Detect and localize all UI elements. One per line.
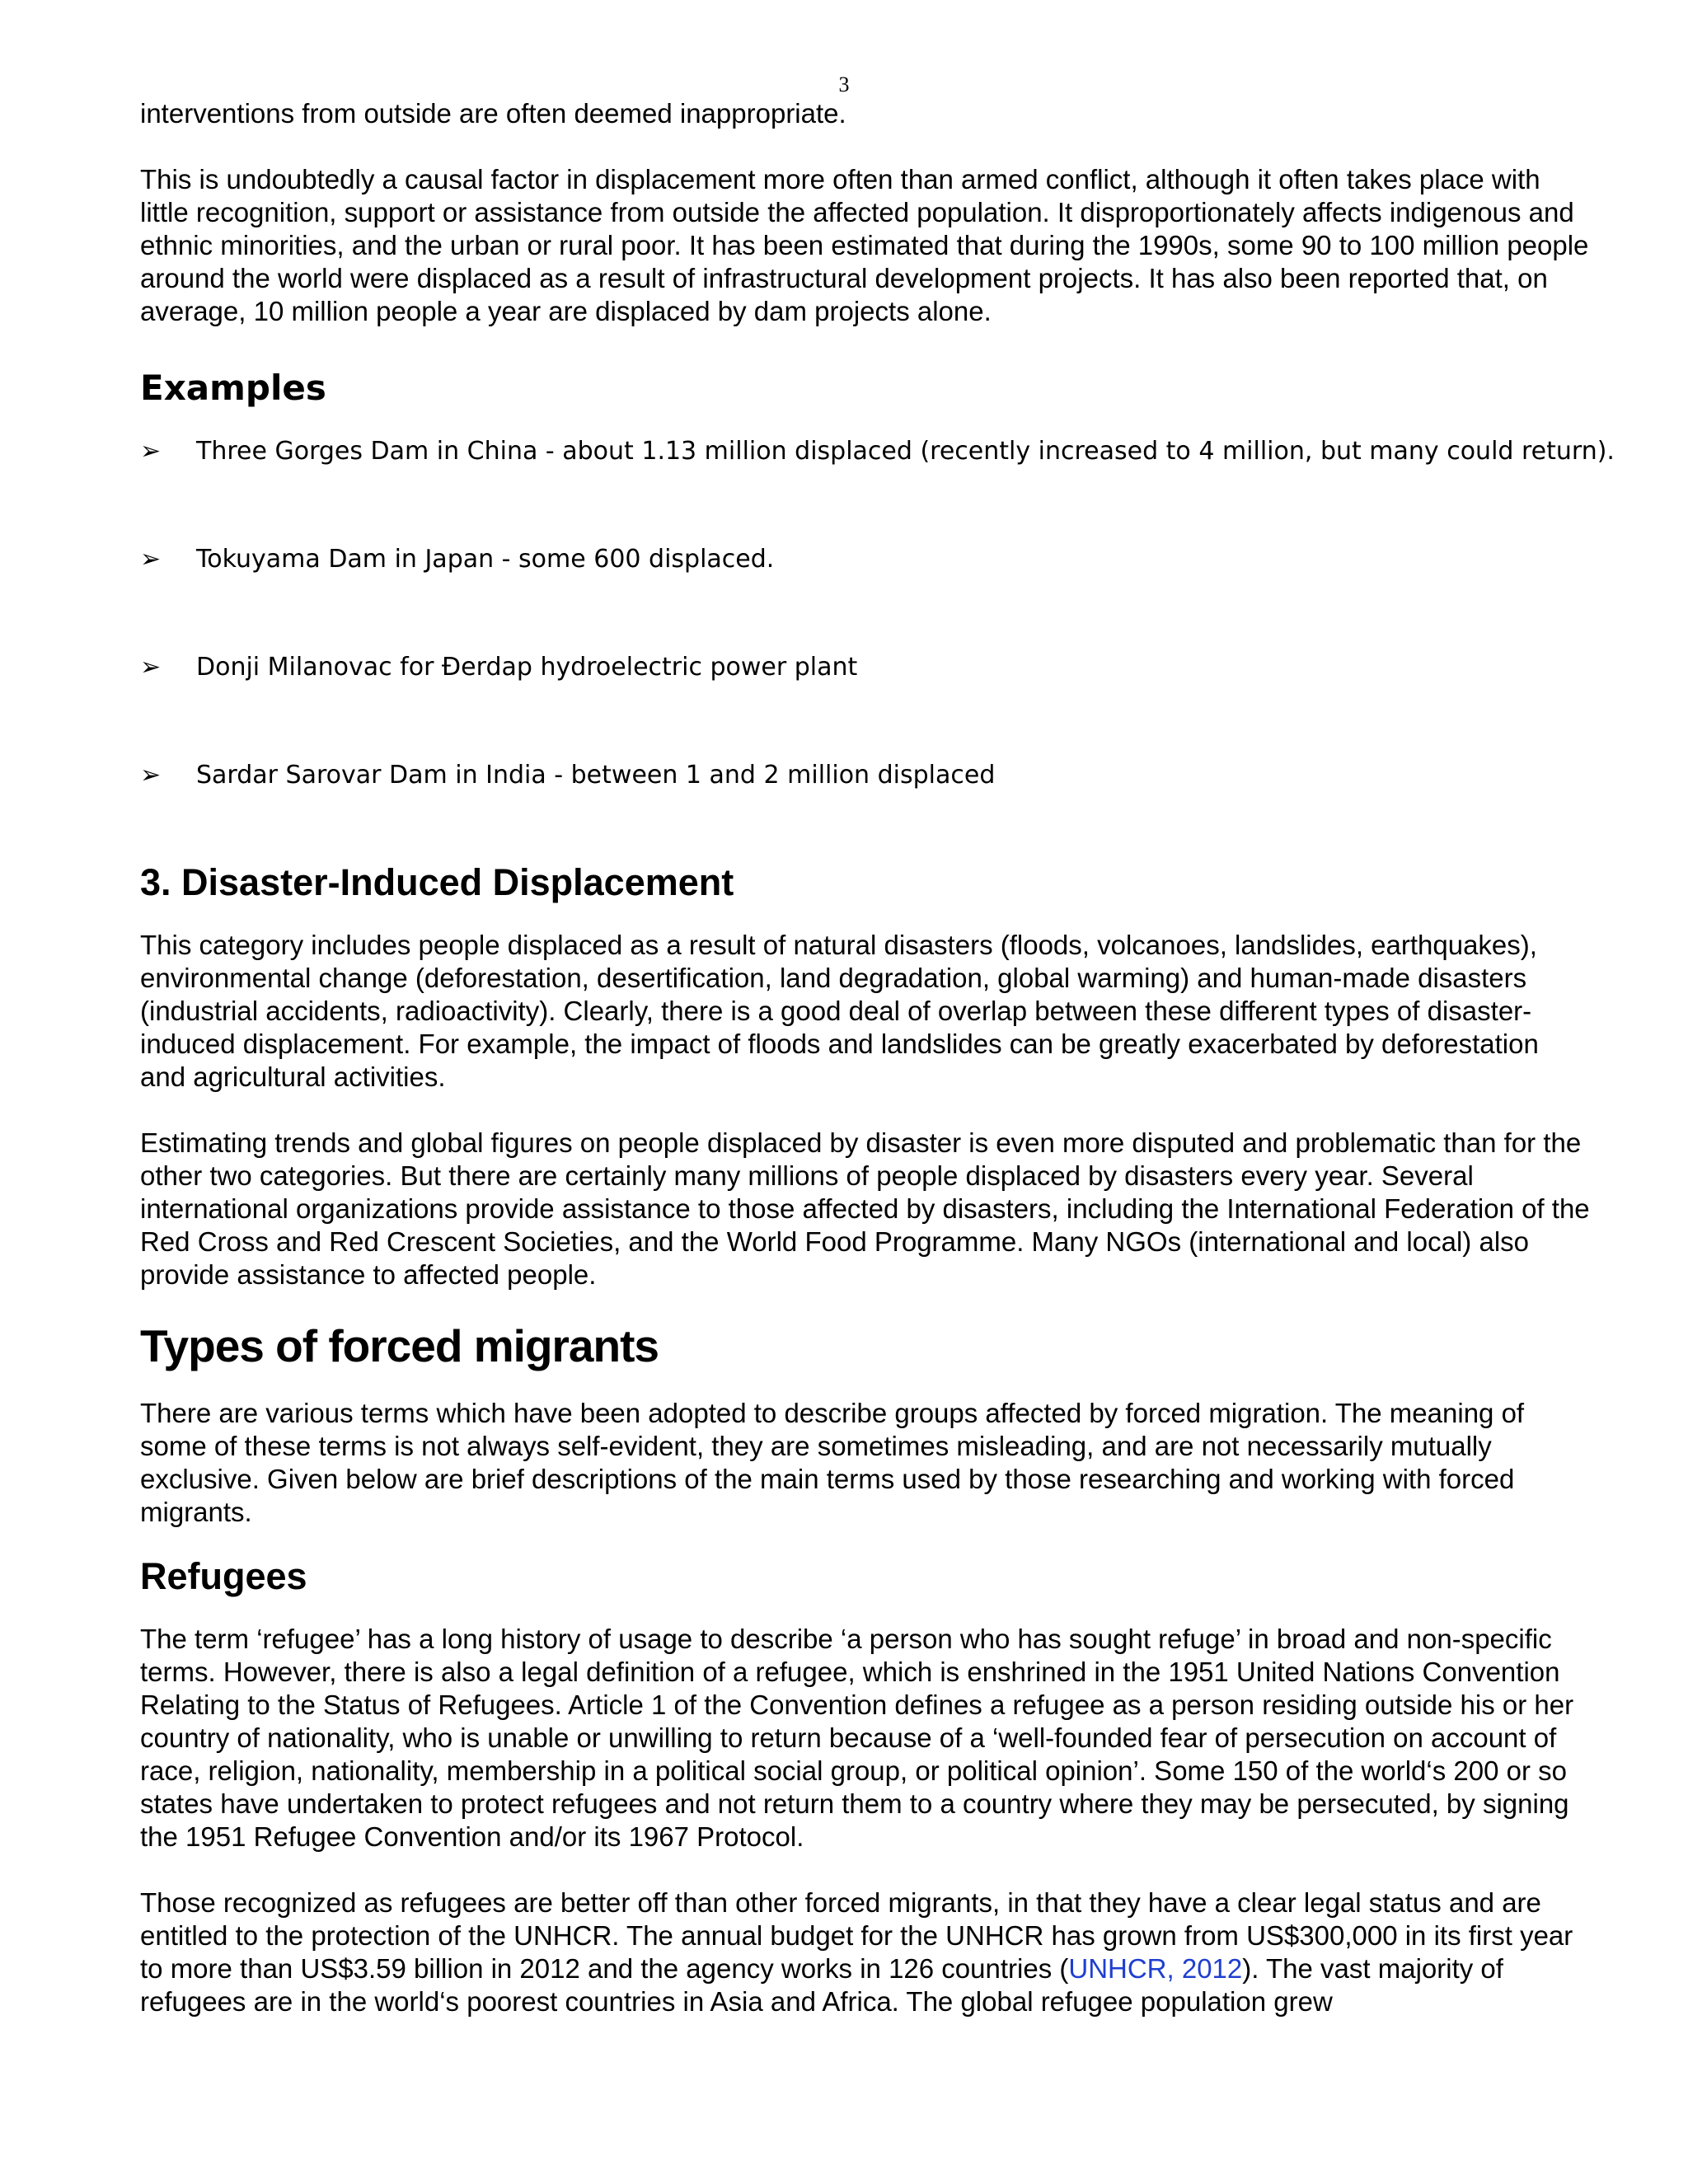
example-item [140, 543, 1591, 651]
types-paragraph: There are various terms which have been adopted to describe groups affected by forced migration. The meaning of some of these terms is not always self-evident, they are sometimes misleading, and are not necessarily mutually exclusive. Given below are brief descriptions of the main terms used by those researching and working with forced migrants. [140, 1398, 1525, 1527]
page-content [140, 97, 1615, 2018]
intro-paragraph: This is undoubtedly a causal factor in displacement more often than armed conflict, although it often takes place with little recognition, support or assistance from outside the affected population. It disproportionately affects indigenous and ethnic minorities, and the urban or rural poor. It has been estimated that during the 1990s, some 90 to 100 million people around the world were displaced as a result of infrastructural development projects. It has also been reported that, on average, 10 million people a year are displaced by dam projects alone. [140, 164, 1589, 326]
arrow-bullet-icon: ➢ [140, 761, 162, 790]
disaster-heading: 3. Disaster-Induced Displacement [140, 861, 734, 903]
arrow-bullet-icon: ➢ [140, 437, 162, 466]
intro-tail-paragraph: interventions from outside are often deemed inappropriate. [140, 98, 846, 129]
arrow-bullet-icon: ➢ [140, 653, 162, 682]
refugees-paragraph-1: The term ‘refugee’ has a long history of usage to describe ‘a person who has sought refuge’ in broad and non-specific terms. However, there is also a legal definition of a refugee, which is enshrined in the 1951 United Nations Convention Relating to the Status of Refugees. Article 1 of the Convention defines a refugee as a person residing outside his or her country of nationality, who is unable or unwilling to return because of a ‘well-founded fear of persecution on account of race, religion, nationality, membership in a political social group, or political opinion’. Some 150 of the world‘s 200 or so states have undertaken to protect refugees and not return them to a country where they may be persecuted, by signing the 1951 Refugee Convention and/or its 1967 Protocol. [140, 1624, 1574, 1852]
example-item [140, 651, 1591, 759]
arrow-bullet-icon: ➢ [140, 545, 162, 574]
disaster-paragraph-2: Estimating trends and global figures on people displaced by disaster is even more disputed and problematic than for the other two categories. But there are certainly many millions of people displaced by disasters every year. Several international organizations provide assistance to those affected by disasters, including the International Federation of the Red Cross and Red Crescent Societies, and the World Food Programme. Many NGOs (international and local) also provide assistance to affected people. [140, 1127, 1590, 1290]
example-item-text: Sardar Sarovar Dam in India - between 1 and 2 million displaced [196, 761, 996, 790]
example-item-text: Tokuyama Dam in Japan - some 600 displaced. [196, 545, 775, 574]
example-item [140, 435, 1615, 543]
refugees-paragraph-2-start: Those recognized as refugees are better off than other forced migrants, in that they have a clear legal status and are entitled to the protection of the UNHCR. The annual budget for the UNHCR has grown from US$300,000 in its first year to more than US$3.59 billion in 2012 and the agency works in 126 countries ( [140, 1887, 1573, 1984]
unhcr-2012-citation-link[interactable]: UNHCR, 2012 [1068, 1953, 1243, 1984]
types-heading: Types of forced migrants [140, 1320, 659, 1371]
page-number: 3 [838, 73, 850, 96]
refugees-paragraph-2-end: ). The vast majority of refugees are in the world‘s poorest countries in Asia and Africa. The global refugee population grew [140, 1953, 1503, 2017]
examples-list [140, 435, 1615, 833]
example-item-text: Donji Milanovac for Đerdap hydroelectric power plant [196, 653, 858, 682]
disaster-paragraph-1: This category includes people displaced as a result of natural disasters (floods, volcanoes, landslides, earthquakes), environmental change (deforestation, desertification, land degradation, global warming) and human-made disasters (industrial accidents, radioactivity). Clearly, there is a good deal of overlap between these different types of disaster-induced displacement. For example, the impact of floods and landslides can be greatly exacerbated by deforestation and agricultural activities. [140, 930, 1539, 1092]
examples-heading: Examples [140, 368, 326, 408]
refugees-paragraph-2 [140, 1886, 1591, 2018]
example-item [140, 759, 1591, 833]
refugees-heading: Refugees [140, 1555, 307, 1597]
example-item-text: Three Gorges Dam in China - about 1.13 million displaced (recently increased to 4 million, but many could return). [196, 437, 1615, 466]
